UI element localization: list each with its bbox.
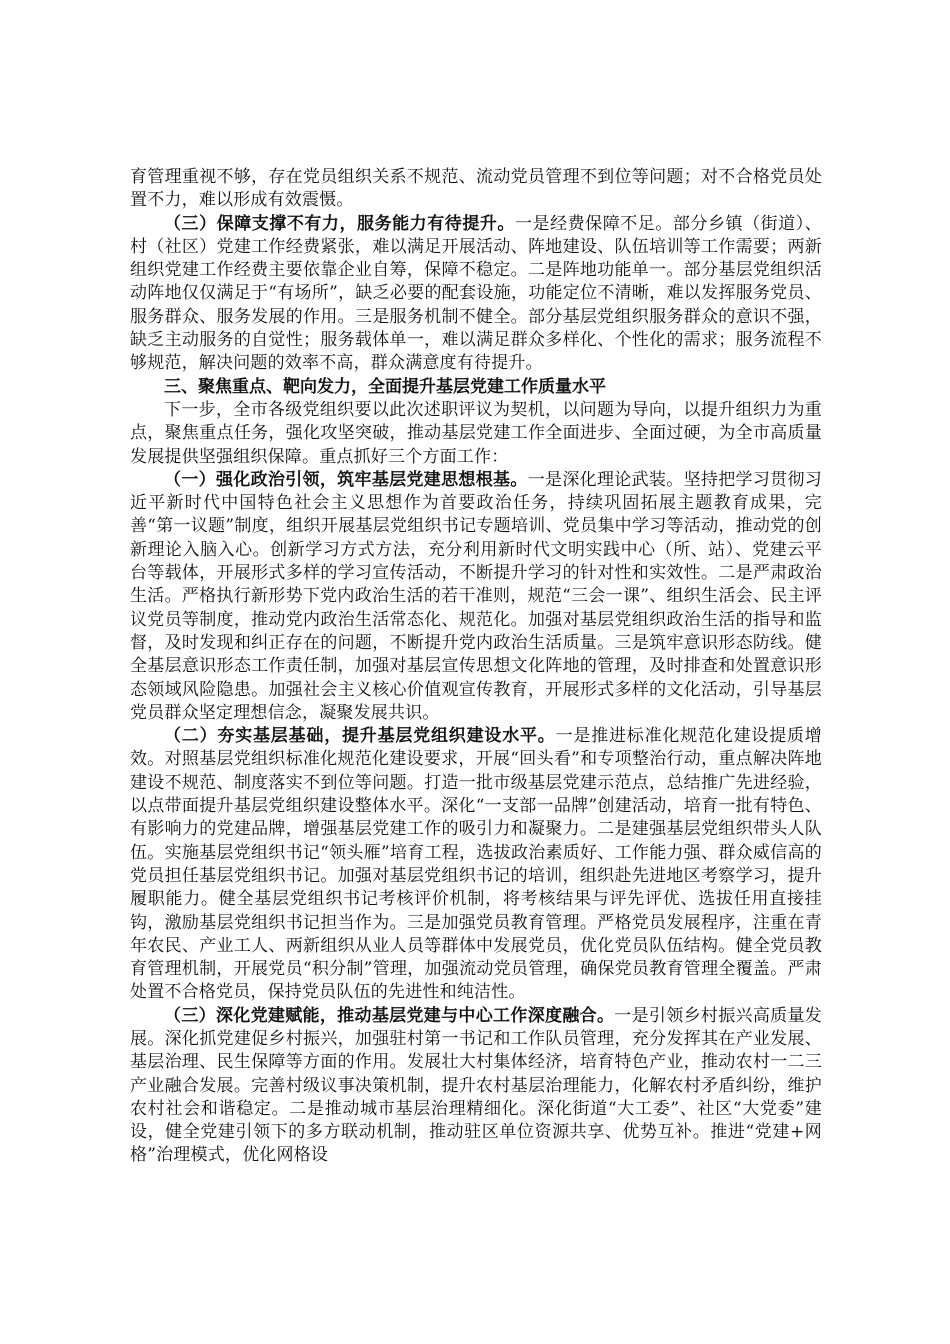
paragraph-text: 一是推进标准化规范化建设提质增效。对照基层党组织标准化规范化建设要求，开展“回头看”和专项整治行动，重点解决阵地建设不规范、制度落实不到位等问题。打造一批市级基层党建示范点，总结推广先进经验，以点带面提升基层党组织建设整体水平。深化“一支部一品牌”创建活动，培育一批有特色、有影响力的党建品牌，增强基层党建工作的吸引力和凝聚力。二是建强基层党组织带头人队伍。实施基层党组织书记“领头雁”培育工程，选拔政治素质好、工作能力强、群众威信高的党员担任基层党组织书记。加强对基层党组织书记的培训，组织赴先进地区考察学习，提升履职能力。健全基层党组织书记考核评价机制，将考核结果与评先评优、选拔任用直接挂钩，激励基层党组织书记担当作为。三是加强党员教育管理。严格党员发展程序，注重在青年农民、产业工人、两新组织从业人员等群体中发展党员，优化党员队伍结构。健全党员教育管理机制，开展党员“积分制”管理，加强流动党员管理，确保党员教育管理全覆盖。严肃处置不合格党员，保持党员队伍的先进性和纯洁性。 xyxy=(130,726,823,1003)
document-page xyxy=(130,166,822,1168)
paragraph-support-guarantee xyxy=(130,213,822,376)
paragraph-political-guidance xyxy=(130,469,822,725)
paragraph-continuation xyxy=(130,166,822,213)
paragraph-lead: （一）强化政治引领，筑牢基层党建思想根基。 xyxy=(164,469,528,490)
paragraph-lead: （三）深化党建赋能，推动基层党建与中心工作深度融合。 xyxy=(164,1005,615,1026)
paragraph-text: 育管理重视不够，存在党员组织关系不规范、流动党员管理不到位等问题；对不合格党员处置不力，难以形成有效震慑。 xyxy=(130,167,822,211)
paragraph-text: 一是深化理论武装。坚持把学习贯彻习近平新时代中国特色社会主义思想作为首要政治任务，持续巩固拓展主题教育成果，完善“第一议题”制度，组织开展基层党组织书记专题培训、党员集中学习等活动，推动党的创新理论入脑入心。创新学习方式方法，充分利用新时代文明实践中心（所、站）、党建云平台等载体，开展形式多样的学习宣传活动，不断提升学习的针对性和实效性。二是严肃政治生活。严格执行新形势下党内政治生活的若干准则，规范“三会一课”、组织生活会、民主评议党员等制度，推动党内政治生活常态化、规范化。加强对基层党组织政治生活的指导和监督，及时发现和纠正存在的问题，不断提升党内政治生活质量。三是筑牢意识形态防线。健全基层意识形态工作责任制，加强对基层宣传思想文化阵地的管理，及时排查和处置意识形态领域风险隐患。加强社会主义核心价值观宣传教育，开展形式多样的文化活动，引导基层党员群众坚定理想信念，凝聚发展共识。 xyxy=(130,469,823,723)
paragraph-lead: （二）夯实基层基础，提升基层党组织建设水平。 xyxy=(164,726,556,747)
paragraph-party-empowerment xyxy=(130,1005,822,1168)
paragraph-lead: （三）保障支撑不有力，服务能力有待提升。 xyxy=(164,213,515,234)
section-heading: 三、聚焦重点、靶向发力，全面提升基层党建工作质量水平 xyxy=(164,376,606,397)
paragraph-text: 一是引领乡村振兴高质量发展。深化抓党建促乡村振兴，加强驻村第一书记和工作队员管理，充分发挥其在产业发展、基层治理、民生保障等方面的作用。发展壮大村集体经济，培育特色产业，推动农村一二三产业融合发展。完善村级议事决策机制，提升农村基层治理能力，化解农村矛盾纠纷，维护农村社会和谐稳定。二是推动城市基层治理精细化。深化街道“大工委”、社区“大党委”建设，健全党建引领下的多方联动机制，推动驻区单位资源共享、优势互补。推进“党建+网格”治理模式，优化网格设 xyxy=(130,1005,823,1166)
paragraph-next-step xyxy=(130,399,822,469)
paragraph-text: 下一步，全市各级党组织要以此次述职评议为契机，以问题为导向，以提升组织力为重点，聚焦重点任务，强化攻坚突破，推动基层党建工作全面进步、全面过硬，为全市高质量发展提供坚强组织保障。重点抓好三个方面工作： xyxy=(130,399,822,467)
paragraph-grassroots-foundation xyxy=(130,725,822,1005)
paragraph-text: 一是经费保障不足。部分乡镇（街道）、村（社区）党建工作经费紧张，难以满足开展活动、阵地建设、队伍培训等工作需要；两新组织党建工作经费主要依靠企业自筹，保障不稳定。二是阵地功能单一。部分基层党组织活动阵地仅仅满足于“有场所”，缺乏必要的配套设施，功能定位不清晰，难以发挥服务党员、服务群众、服务发展的作用。三是服务机制不健全。部分基层党组织服务群众的意识不强，缺乏主动服务的自觉性；服务载体单一，难以满足群众多样化、个性化的需求；服务流程不够规范，解决问题的效率不高，群众满意度有待提升。 xyxy=(130,213,822,374)
